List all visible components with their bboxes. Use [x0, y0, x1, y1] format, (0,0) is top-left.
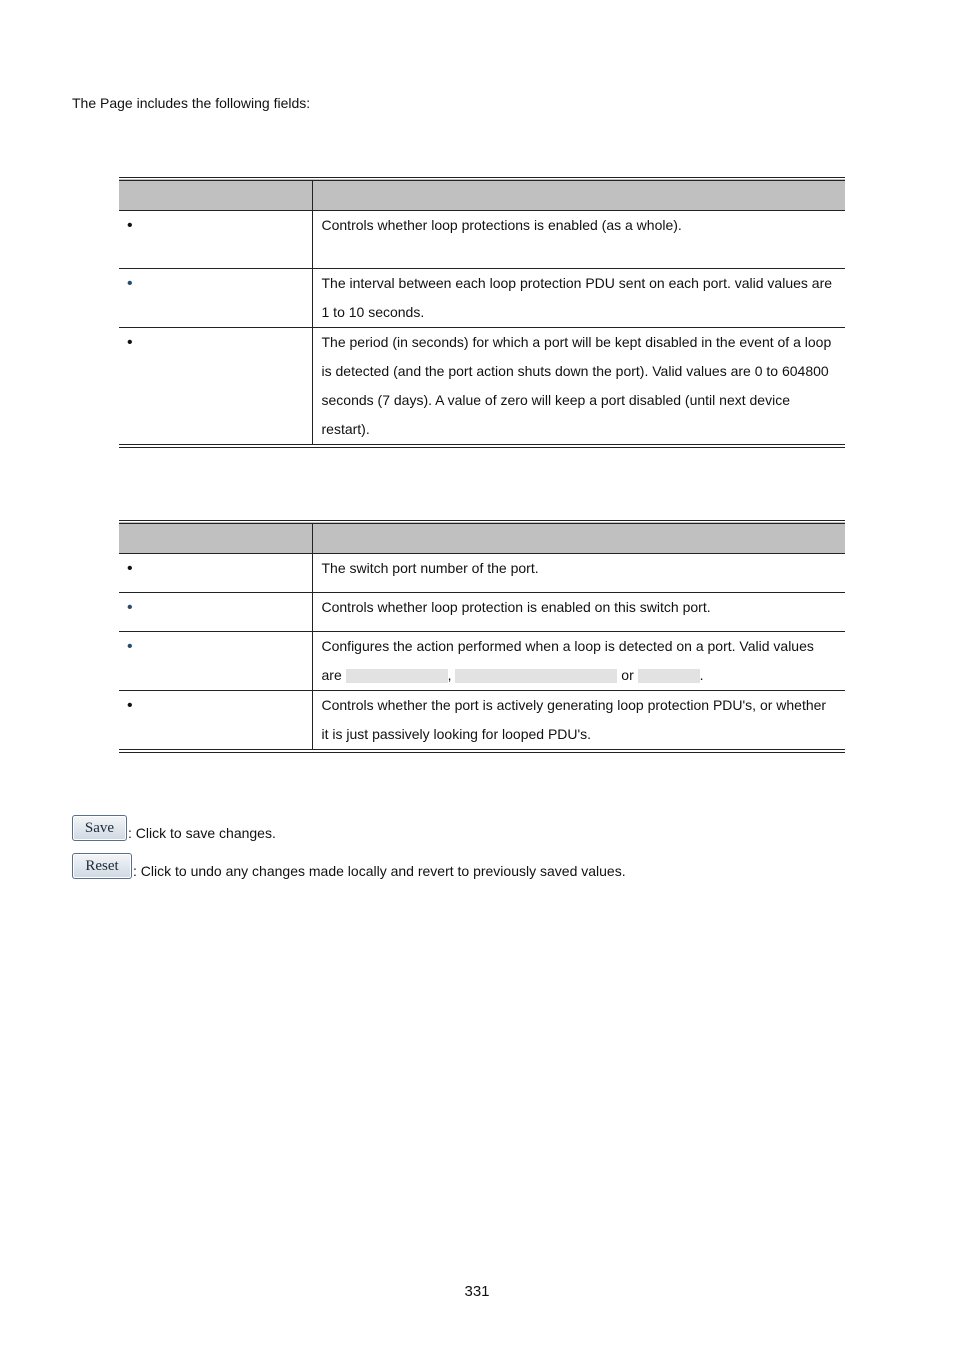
object-cell [119, 269, 312, 328]
table-row [119, 691, 845, 752]
table-row [119, 554, 845, 593]
table-header-row [119, 179, 845, 211]
header-description-cell [312, 522, 845, 554]
save-button[interactable]: Save [72, 815, 127, 841]
table-row [119, 269, 845, 328]
description-cell: The interval between each loop protection PDU sent on each port. valid values are 1 to 10 seconds. [312, 269, 845, 328]
bullet-icon: • [127, 217, 133, 234]
bullet-icon: • [127, 560, 133, 577]
description-cell: Controls whether loop protections is enabled (as a whole). [312, 211, 845, 269]
header-object-cell [119, 522, 312, 554]
description-cell: Controls whether loop protection is enabled on this switch port. [312, 593, 845, 632]
save-description: : Click to save changes. [128, 825, 276, 841]
redacted-value-2 [455, 669, 617, 683]
bullet-icon: • [127, 697, 133, 714]
reset-button[interactable]: Reset [72, 853, 132, 879]
table-row [119, 328, 845, 447]
bullet-icon: • [127, 638, 133, 655]
description-cell [312, 632, 845, 691]
table-row [119, 593, 845, 632]
description-cell: The switch port number of the port. [312, 554, 845, 593]
action-description-text: Configures the action performed when a loop is detected on a port. Valid values are [321, 638, 814, 683]
reset-description: : Click to undo any changes made locally and revert to previously saved values. [133, 863, 626, 879]
object-cell [119, 554, 312, 593]
table-row [119, 211, 845, 269]
bullet-icon: • [127, 599, 133, 616]
object-cell [119, 211, 312, 269]
description-cell: The period (in seconds) for which a port will be kept disabled in the event of a loop is detected (and the port action shuts down the port). Valid values are 0 to 604800 seconds (7 days). A value of zero will keep a port disabled (until next device restart). [312, 328, 845, 447]
object-cell [119, 691, 312, 752]
table-header-row [119, 522, 845, 554]
separator-comma: , [447, 667, 452, 683]
port-config-table [119, 520, 845, 753]
object-cell [119, 632, 312, 691]
bullet-icon: • [127, 275, 133, 292]
page-number: 331 [464, 1283, 490, 1300]
table-row [119, 632, 845, 691]
terminal-period: . [699, 667, 704, 683]
bullet-icon: • [127, 334, 133, 351]
description-cell: Controls whether the port is actively generating loop protection PDU's, or whether it is just passively looking for looped PDU's. [312, 691, 845, 752]
separator-or: or [621, 667, 634, 683]
object-cell [119, 328, 312, 447]
object-cell [119, 593, 312, 632]
intro-text: The Page includes the following fields: [72, 95, 311, 111]
global-config-table [119, 177, 845, 448]
header-object-cell [119, 179, 312, 211]
header-description-cell [312, 179, 845, 211]
reset-row [72, 853, 626, 879]
redacted-value-1 [346, 669, 448, 683]
save-row [72, 815, 276, 841]
redacted-value-3 [638, 669, 700, 683]
